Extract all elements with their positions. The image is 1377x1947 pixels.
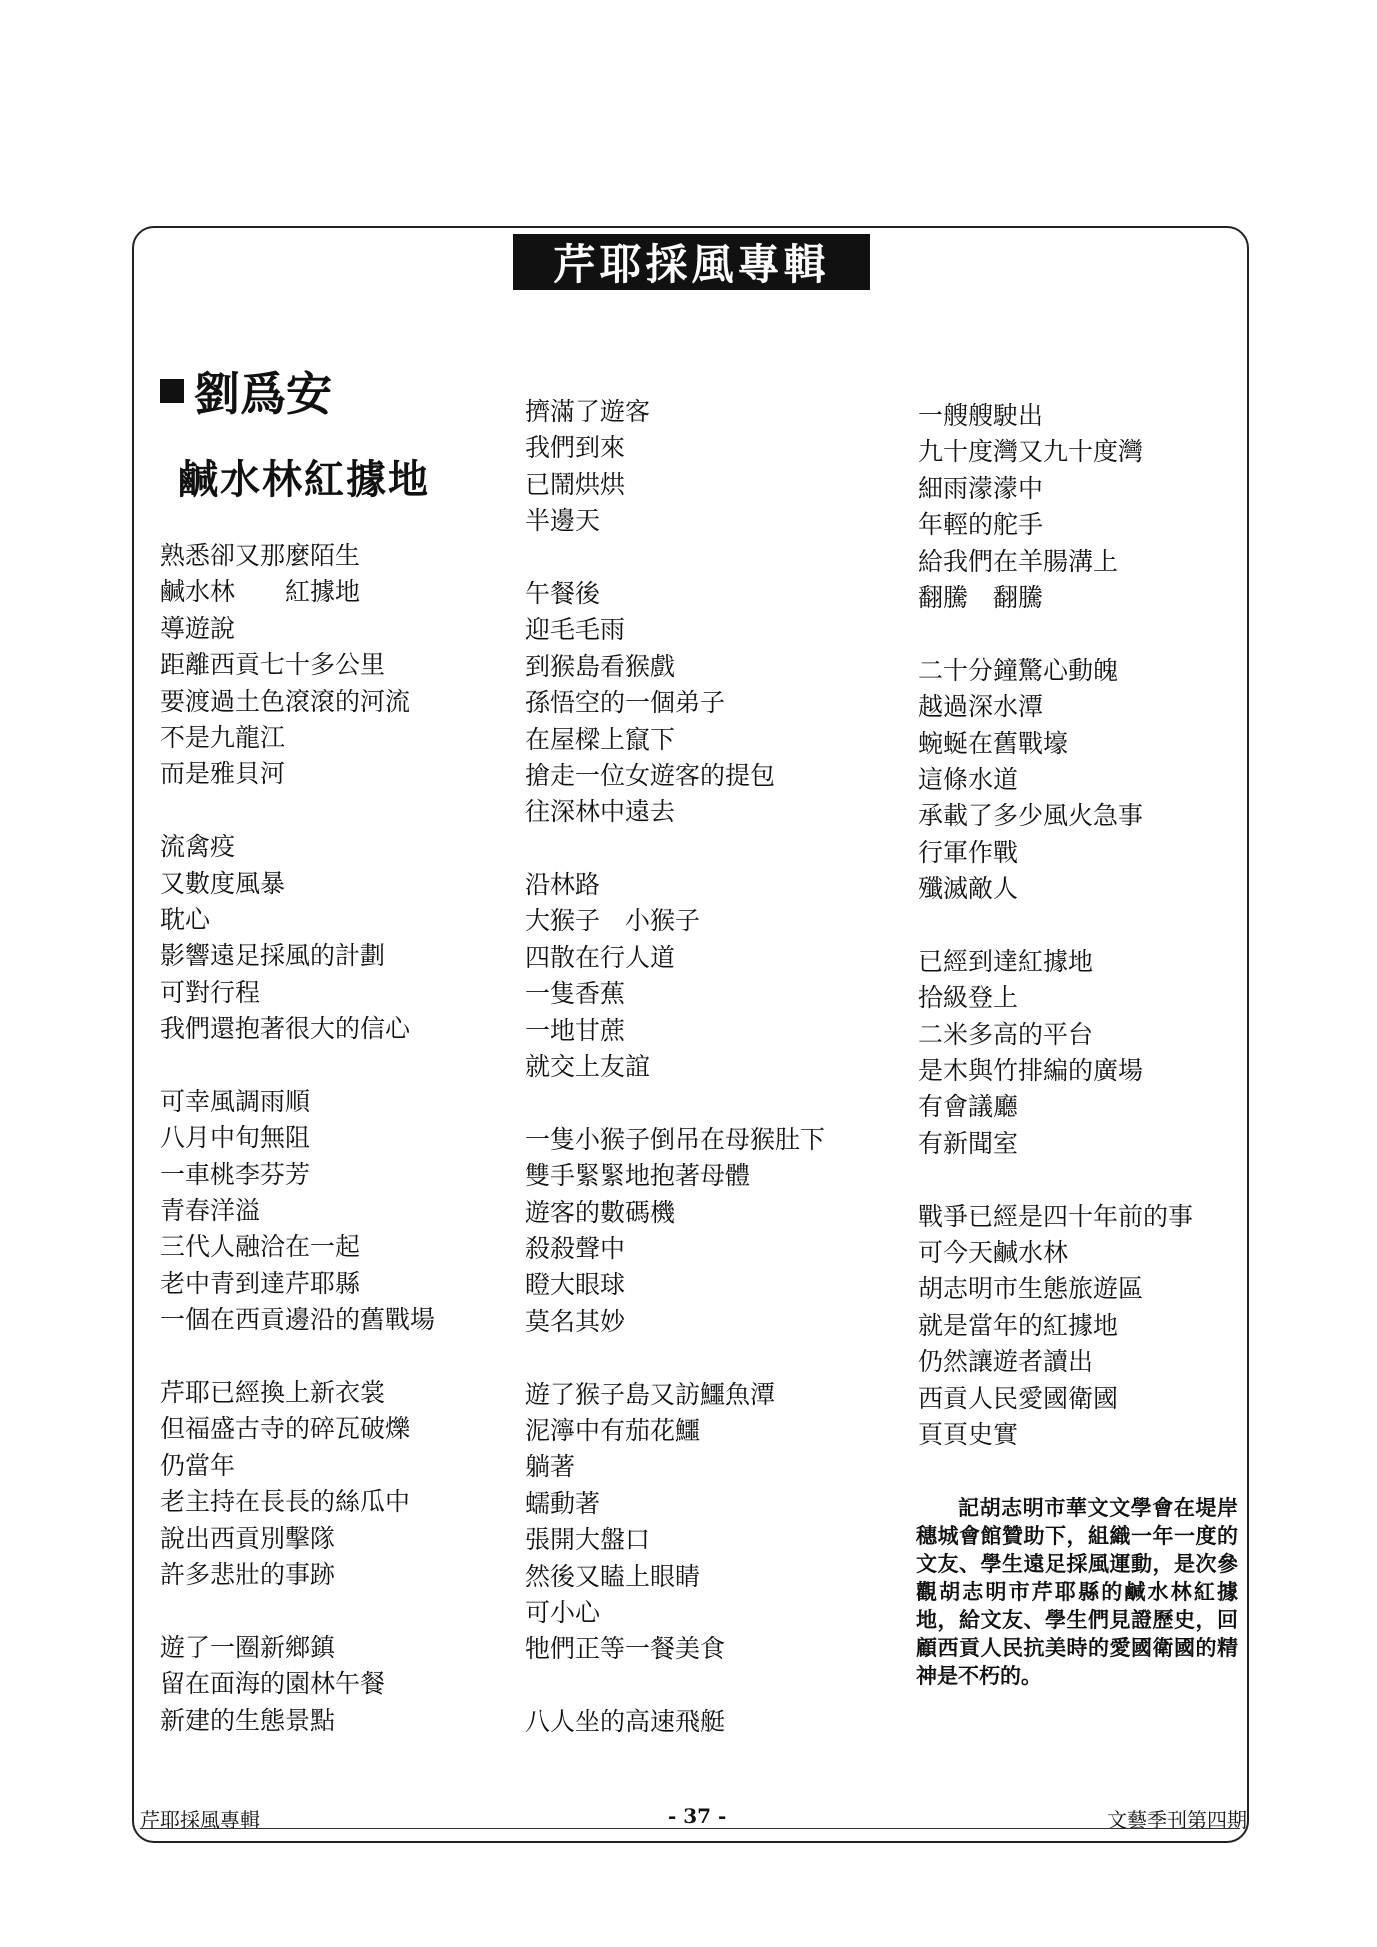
poem-line: 擠滿了遊客 [525,397,651,426]
poem-line: 就交上友誼 [525,1052,651,1082]
poem-line: 拾級登上 [918,983,1019,1013]
poem-line: 可幸風調雨順 [160,1086,311,1116]
poem-line: 胡志明市生態旅遊區 [918,1274,1144,1304]
poem-line: 給我們在羊腸溝上 [918,546,1119,576]
poem-line: 頁頁史實 [918,1419,1019,1449]
poem-line: 雙手緊緊地抱著母體 [525,1161,751,1191]
poem-line: 有新聞室 [918,1128,1019,1158]
poem-line: 半邊天 [525,506,601,536]
poem-line: 西貢人民愛國衛國 [918,1383,1119,1413]
poem-line: 距離西貢七十多公里 [160,650,386,680]
poem-line: 殲滅敵人 [918,874,1019,904]
poem-line [160,1339,435,1375]
footer-publication: 文藝季刊第四期 [1107,1808,1247,1832]
poem-line: 三代人融洽在一起 [160,1232,361,1262]
poem-line: 搶走一位女遊客的提包 [525,760,776,790]
poem-line: 留在面海的園林午餐 [160,1669,386,1699]
author-byline [160,358,332,424]
poem-line: 仍然讓遊者讀出 [918,1347,1094,1377]
footer-section-title: 芹耶採風專輯 [140,1808,260,1832]
poem-line: 行軍作戰 [918,837,1019,867]
poem-line: 到猴島看猴戲 [525,651,676,681]
poem-line: 翻騰 翻騰 [918,582,1044,612]
poem-line [160,1047,435,1083]
poem-column-1 [160,538,435,1739]
poem-line [525,1340,825,1376]
square-bullet-icon [160,379,184,403]
poem-line: 可對行程 [160,977,261,1007]
poem-line: 鹹水林 紅據地 [160,577,361,607]
poem-line: 細雨濛濛中 [918,473,1044,503]
poem-line: 承載了多少風火急事 [918,801,1144,831]
poem-line: 二十分鐘驚心動魄 [918,655,1119,685]
poem-line: 又數度風暴 [160,868,286,898]
poem-line: 有會議廳 [918,1092,1019,1122]
poem-line [918,1162,1193,1198]
poem-line: 大猴子 小猴子 [525,906,701,936]
page-number: - 37 - [668,1804,727,1828]
poem-line: 二米多高的平台 [918,1019,1094,1049]
poem-line: 老主持在長長的絲瓜中 [160,1487,411,1517]
poem-line: 一地甘蔗 [525,1015,626,1045]
poem-line: 就是當年的紅據地 [918,1310,1119,1340]
poem-line: 仍當年 [160,1450,236,1480]
poem-line: 瞪大眼球 [525,1270,626,1300]
poem-line: 不是九龍江 [160,722,286,752]
poem-line: 牠們正等一餐美食 [525,1634,726,1664]
poem-line: 往深林中遠去 [525,797,676,827]
poem-line: 但福盛古寺的碎瓦破爍 [160,1414,411,1444]
poem-line: 許多悲壯的事跡 [160,1559,336,1589]
poem-line: 流禽疫 [160,832,236,862]
poem-line: 一隻小猴子倒吊在母猴肚下 [525,1124,826,1154]
poem-line: 八人坐的高速飛艇 [525,1707,726,1737]
poem-line: 越過深水潭 [918,692,1044,722]
poem-line: 午餐後 [525,578,601,608]
poem-line [525,540,825,576]
poem-line [525,1085,825,1121]
poem-line: 一個在西貢邊沿的舊戰場 [160,1305,436,1335]
poem-line: 老中青到達芹耶縣 [160,1268,361,1298]
poem-line: 青春洋溢 [160,1196,261,1226]
poem-line: 然後又瞌上眼睛 [525,1561,701,1591]
poem-line: 沿林路 [525,870,601,900]
poem-line: 在屋樑上竄下 [525,724,676,754]
poem-column-3 [918,398,1193,1453]
poem-line [160,1593,435,1629]
poem-line [918,907,1193,943]
poem-line: 說出西貢別擊隊 [160,1523,336,1553]
poem-line: 張開大盤口 [525,1525,651,1555]
poem-line: 戰爭已經是四十年前的事 [918,1201,1194,1231]
poem-line: 可小心 [525,1597,601,1627]
poem-line [918,616,1193,652]
poem-line: 導遊說 [160,613,236,643]
poem-line: 遊客的數碼機 [525,1197,676,1227]
poem-line: 而是雅貝河 [160,759,286,789]
poem-line: 九十度灣又九十度灣 [918,437,1144,467]
poem-line: 一車桃李芬芳 [160,1159,311,1189]
poem-line: 可今天鹹水林 [918,1237,1069,1267]
poem-line: 一艘艘駛出 [918,401,1044,430]
poem-line: 已經到達紅據地 [918,946,1094,976]
poem-column-2 [525,394,825,1740]
poem-line: 遊了一圈新鄉鎮 [160,1632,336,1662]
poem-line: 殺殺聲中 [525,1233,626,1263]
author-name: 劉爲安 [194,367,332,421]
poem-line: 八月中旬無阻 [160,1123,311,1153]
poem-line: 我們還抱著很大的信心 [160,1014,411,1044]
poem-line [525,831,825,867]
footer-rule [140,1828,1240,1829]
poem-title: 鹹水林紅據地 [178,456,430,503]
poem-line: 蜿蜒在舊戰壕 [918,728,1069,758]
poem-line: 四散在行人道 [525,942,676,972]
poem-line: 蠕動著 [525,1488,601,1518]
poem-line: 躺著 [525,1452,576,1482]
poem-line [160,793,435,829]
poem-line: 遊了猴子島又訪鱷魚潭 [525,1379,776,1409]
poem-line: 莫名其妙 [525,1306,626,1336]
poem-line: 是木與竹排編的廣場 [918,1056,1144,1086]
poem-line: 耽心 [160,904,211,934]
poem-line: 我們到來 [525,433,626,463]
poem-line [525,1668,825,1704]
poem-line: 一隻香蕉 [525,979,626,1009]
poem-line: 芹耶已經換上新衣裳 [160,1377,386,1407]
poem-line: 年輕的舵手 [918,510,1044,540]
poem-line: 要渡過土色滾滾的河流 [160,686,411,716]
poem-line: 已鬧烘烘 [525,469,626,499]
poem-line: 影響遠足採風的計劃 [160,941,386,971]
poem-line: 迎毛毛雨 [525,615,626,645]
poem-line: 這條水道 [918,764,1019,794]
poem-line: 孫悟空的一個弟子 [525,688,726,718]
section-banner: 芹耶採風專輯 [513,234,870,290]
author-note: 記胡志明市華文文學會在堤岸穗城會館贊助下，組織一年一度的文友、學生遠足採風運動，是次參觀胡志明市芹耶縣的鹹水林紅據地，給文友、學生們見證歷史，回顧西貢人民抗美時的愛國衛國的精神是不朽的。 [916,1496,1238,1688]
poem-line: 新建的生態景點 [160,1705,336,1735]
poem-line: 泥濘中有茄花鱷 [525,1415,701,1445]
poem-line: 熟悉卻又那麼陌生 [160,541,361,570]
